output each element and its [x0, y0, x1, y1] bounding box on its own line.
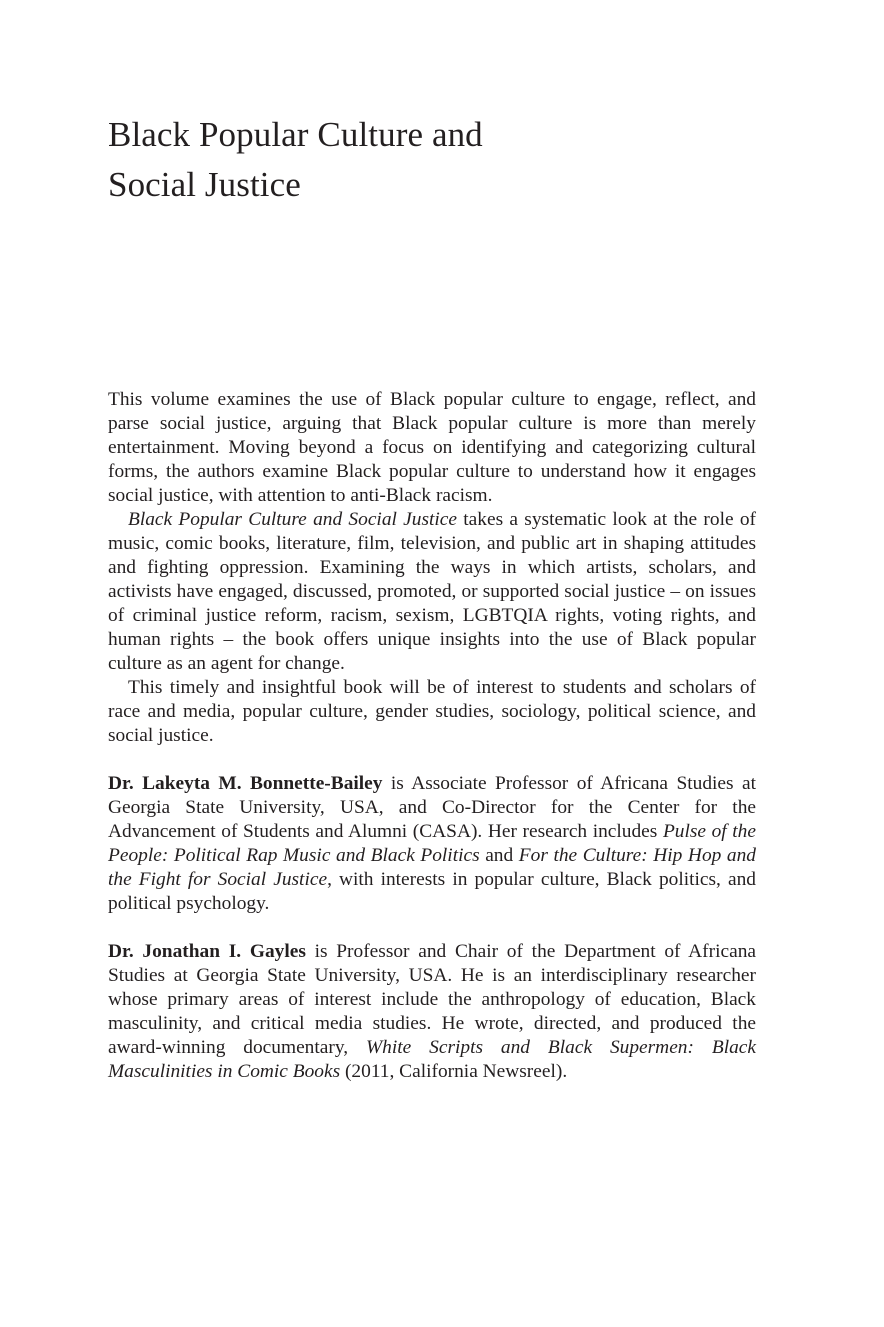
author-bio-text: is Professor and Chair of the Department of Africana Studies at Georgia State University, USA. He is an interdisciplinary researcher whose primary areas of interest include the anthropology of education, Black masculinity, and critical media studies. He wrote, directed, and produced the award-winning documentary, [108, 941, 756, 1058]
description-paragraph-1: This volume examines the use of Black popular culture to engage, reflect, and parse social justice, arguing that Black popular culture is more than merely entertainment. Moving beyond a focus on identifying and categorizing cultural forms, the authors examine Black popular culture to understand how it engages social justice, with attention to anti-Black racism. [108, 389, 756, 506]
author-name: Dr. Jonathan I. Gayles [108, 941, 306, 962]
author-work-title: White Scripts and Black Supermen: Black Masculinities in Comic Books [108, 1037, 756, 1082]
description-paragraph-2-text: takes a systematic look at the role of music, comic books, literature, film, television, and public art in shaping attitudes and fighting oppression. Examining the ways in which artists, scholars, and activists have engaged, discussed, promoted, or supported social justice – on issues of criminal justice reform, racism, sexism, LGBTQIA rights, voting rights, and human rights – the book offers unique insights into the use of Black popular culture as an agent for change. [108, 509, 756, 674]
author-bio-bonnette-bailey [108, 772, 756, 916]
description-paragraph-2 [108, 508, 756, 676]
author-work-title: Pulse of the People: Political Rap Music and Black Politics [108, 821, 756, 866]
book-title [108, 110, 768, 210]
author-bio-text: and [479, 845, 519, 866]
book-title-line-1: Black Popular Culture and [108, 115, 483, 154]
author-bio-text: (2011, California Newsreel). [340, 1061, 568, 1082]
book-description [108, 388, 756, 1084]
author-bio-gayles [108, 940, 756, 1084]
book-title-line-2: Social Justice [108, 165, 301, 204]
author-name: Dr. Lakeyta M. Bonnette-Bailey [108, 773, 383, 794]
author-bio-text: is Associate Professor of Africana Studies at Georgia State University, USA, and Co-Director for the Center for the Advancement of Students and Alumni (CASA). Her research includes [108, 773, 756, 842]
author-work-title: For the Culture: Hip Hop and the Fight for Social Justice [108, 845, 756, 890]
book-title-reference: Black Popular Culture and Social Justice [128, 509, 458, 530]
description-paragraph-3: This timely and insightful book will be of interest to students and scholars of race and media, popular culture, gender studies, sociology, political science, and social justice. [108, 677, 756, 746]
author-bio-text: , with interests in popular culture, Black politics, and political psychology. [108, 869, 757, 914]
